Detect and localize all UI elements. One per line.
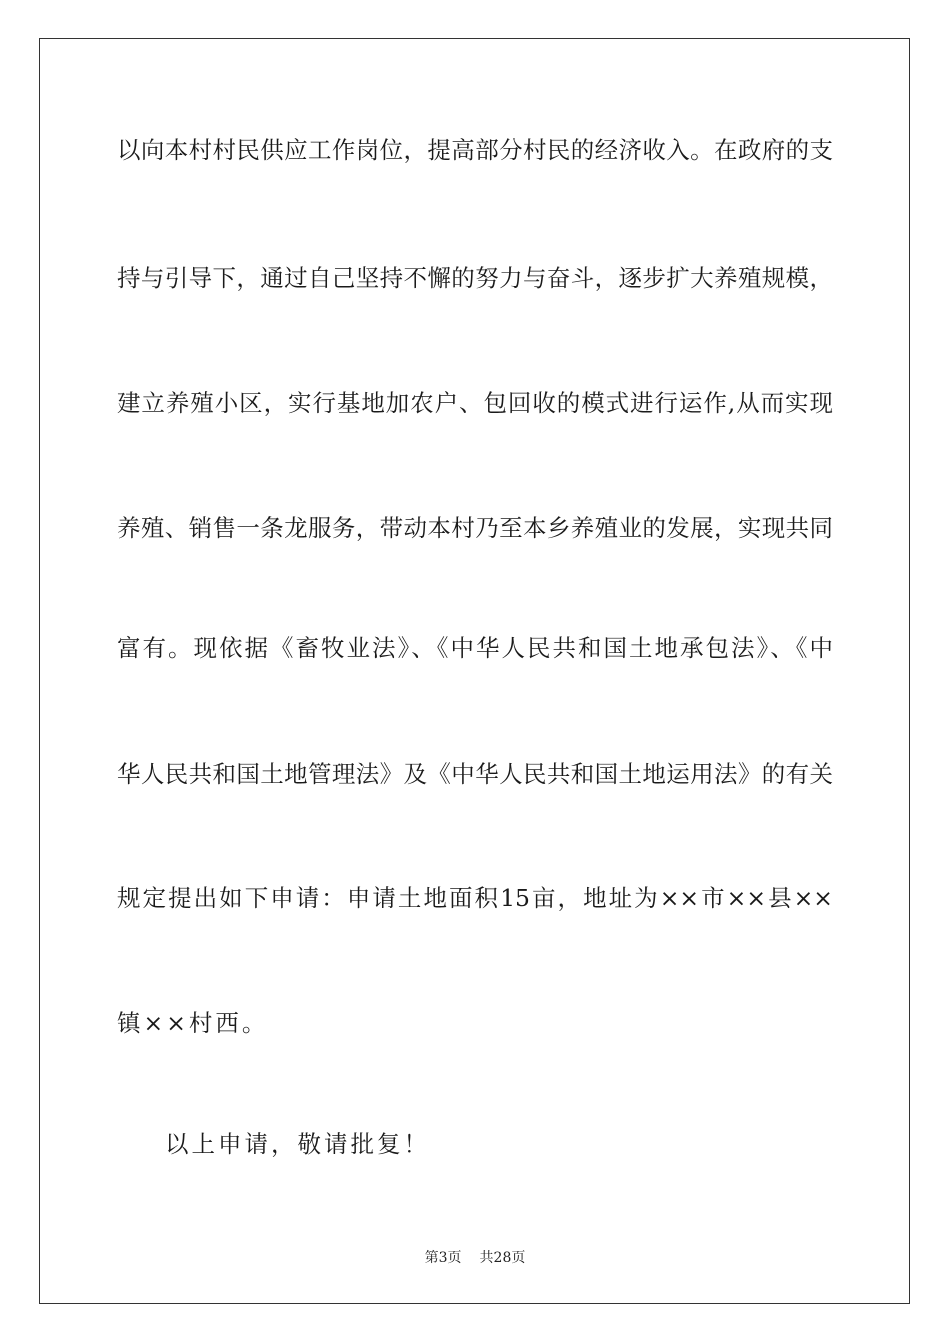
body-text-line-2: 持与引导下，通过自己坚持不懈的努力与奋斗，逐步扩大养殖规模， [117,264,833,292]
total-page-count: 共28页 [479,1250,526,1266]
page-footer [0,1248,950,1268]
body-text-line-6: 华人民共和国土地管理法》及《中华人民共和国土地运用法》的有关 [117,760,833,788]
page-frame [39,38,910,1304]
body-text-line-3: 建立养殖小区，实行基地加农户、包回收的模式进行运作,从而实现 [117,389,833,417]
body-text-line-7: 规定提出如下申请：申请土地面积15亩，地址为××市××县×× [117,884,833,912]
body-text-line-1: 以向本村村民供应工作岗位，提高部分村民的经济收入。在政府的支 [117,136,833,164]
body-text-line-8: 镇××村西。 [117,1009,269,1037]
body-text-line-5: 富有。现依据《畜牧业法》、《中华人民共和国土地承包法》、《中 [117,634,833,662]
closing-request-line: 以上申请，敬请批复！ [165,1130,430,1158]
current-page-number: 第3页 [424,1250,462,1266]
body-text-line-4: 养殖、销售一条龙服务，带动本村乃至本乡养殖业的发展，实现共同 [117,514,833,542]
